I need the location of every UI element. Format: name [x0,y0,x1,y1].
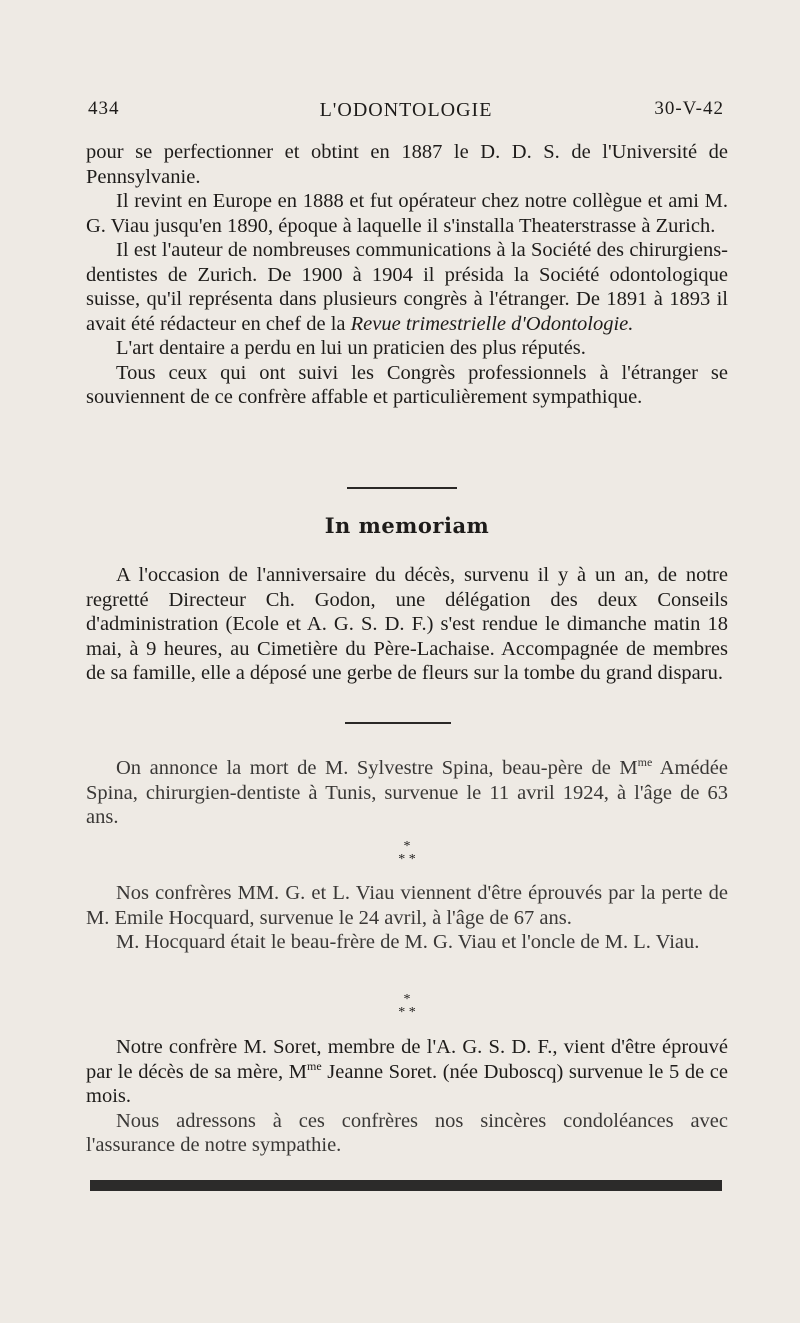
asterism-bottom: * * [398,1005,416,1020]
superscript: me [306,1058,322,1073]
paragraph-text: On annonce la mort de M. Sylvestre Spina, beau-père de M [116,757,638,779]
paragraph-text: Jeanne Soret. (née Duboscq) survenue le 5 de ce mois. [86,1060,729,1107]
paragraph: L'art dentaire a perdu en lui un praticien des plus réputés. [116,337,586,359]
obituary-continuation [86,140,728,410]
page-number: 434 [88,98,120,119]
paragraph: Tous ceux qui ont suivi les Congrès professionnels à l'étranger se souviennent de ce confrère affable et particulièrement sympathique. [86,361,728,408]
issue-date: 30-V-42 [654,98,724,119]
asterism-top: * [403,839,411,854]
paragraph [86,238,728,336]
running-header [88,98,724,128]
paragraph: Nos confrères MM. G. et L. Viau viennent d'être éprouvés par la perte de M. Emile Hocquard, survenue le 24 avril, à l'âge de 67 ans. [86,882,728,929]
asterism-separator [86,840,728,866]
paragraph-text: Il est l'auteur de nombreuses communications à la Société des chirurgiens-dentistes de Zurich. De 1900 à 1904 il présida la Société odontologique suisse, qu'il représenta dans plusieurs congrès à l'étranger. De 1891 à 1893 il avait été rédacteur en chef de la [86,239,728,335]
paragraph-text: Amédée Spina, chirurgien-dentiste à Tunis, survenue le 11 avril 1924, à l'âge de 63 ans. [86,757,729,828]
paragraph: Il revint en Europe en 1888 et fut opérateur chez notre collègue et ami M. G. Viau jusqu'en 1890, époque à laquelle il s'installa Theaterstrasse à Zurich. [86,190,728,237]
section-divider [347,487,457,489]
asterism-separator [86,993,728,1019]
paragraph: pour se perfectionner et obtint en 1887 le D. D. S. de l'Université de Pennsylvanie. [86,141,728,188]
asterism-bottom: * * [398,852,416,867]
paragraph [86,756,728,830]
footer-rule [90,1180,722,1191]
notice-soret [86,1035,728,1158]
journal-title: L'ODONTOLOGIE [319,99,493,121]
section-divider [345,722,451,724]
paragraph [86,1035,728,1109]
journal-citation: Revue trimestrielle d'Odontologie. [350,312,634,335]
asterism-top: * [403,992,411,1007]
paragraph: Nous adressons à ces confrères nos sincères condoléances avec l'assurance de notre sympathie. [86,1109,728,1156]
paragraph-text: Notre confrère M. Soret, membre de l'A. G. S. D. F., vient d'être éprouvé par le décès de sa mère, M [86,1036,728,1083]
in-memoriam-text [86,563,728,686]
notice-hocquard [86,881,728,955]
superscript: me [637,755,653,770]
notice-spina [86,756,728,830]
paragraph: M. Hocquard était le beau-frère de M. G. Viau et l'oncle de M. L. Viau. [116,931,700,953]
paragraph: A l'occasion de l'anniversaire du décès, survenu il y à un an, de notre regretté Directeur Ch. Godon, une délégation des deux Conseils d'administration (Ecole et A. G. S. D. F.) s'est rendue le dimanche matin 18 mai, à 9 heures, au Cimetière du Père-Lachaise. Accompagnée de membres de sa famille, elle a déposé une gerbe de fleurs sur la tombe du grand disparu. [86,564,728,684]
section-title: In memoriam [324,513,490,538]
